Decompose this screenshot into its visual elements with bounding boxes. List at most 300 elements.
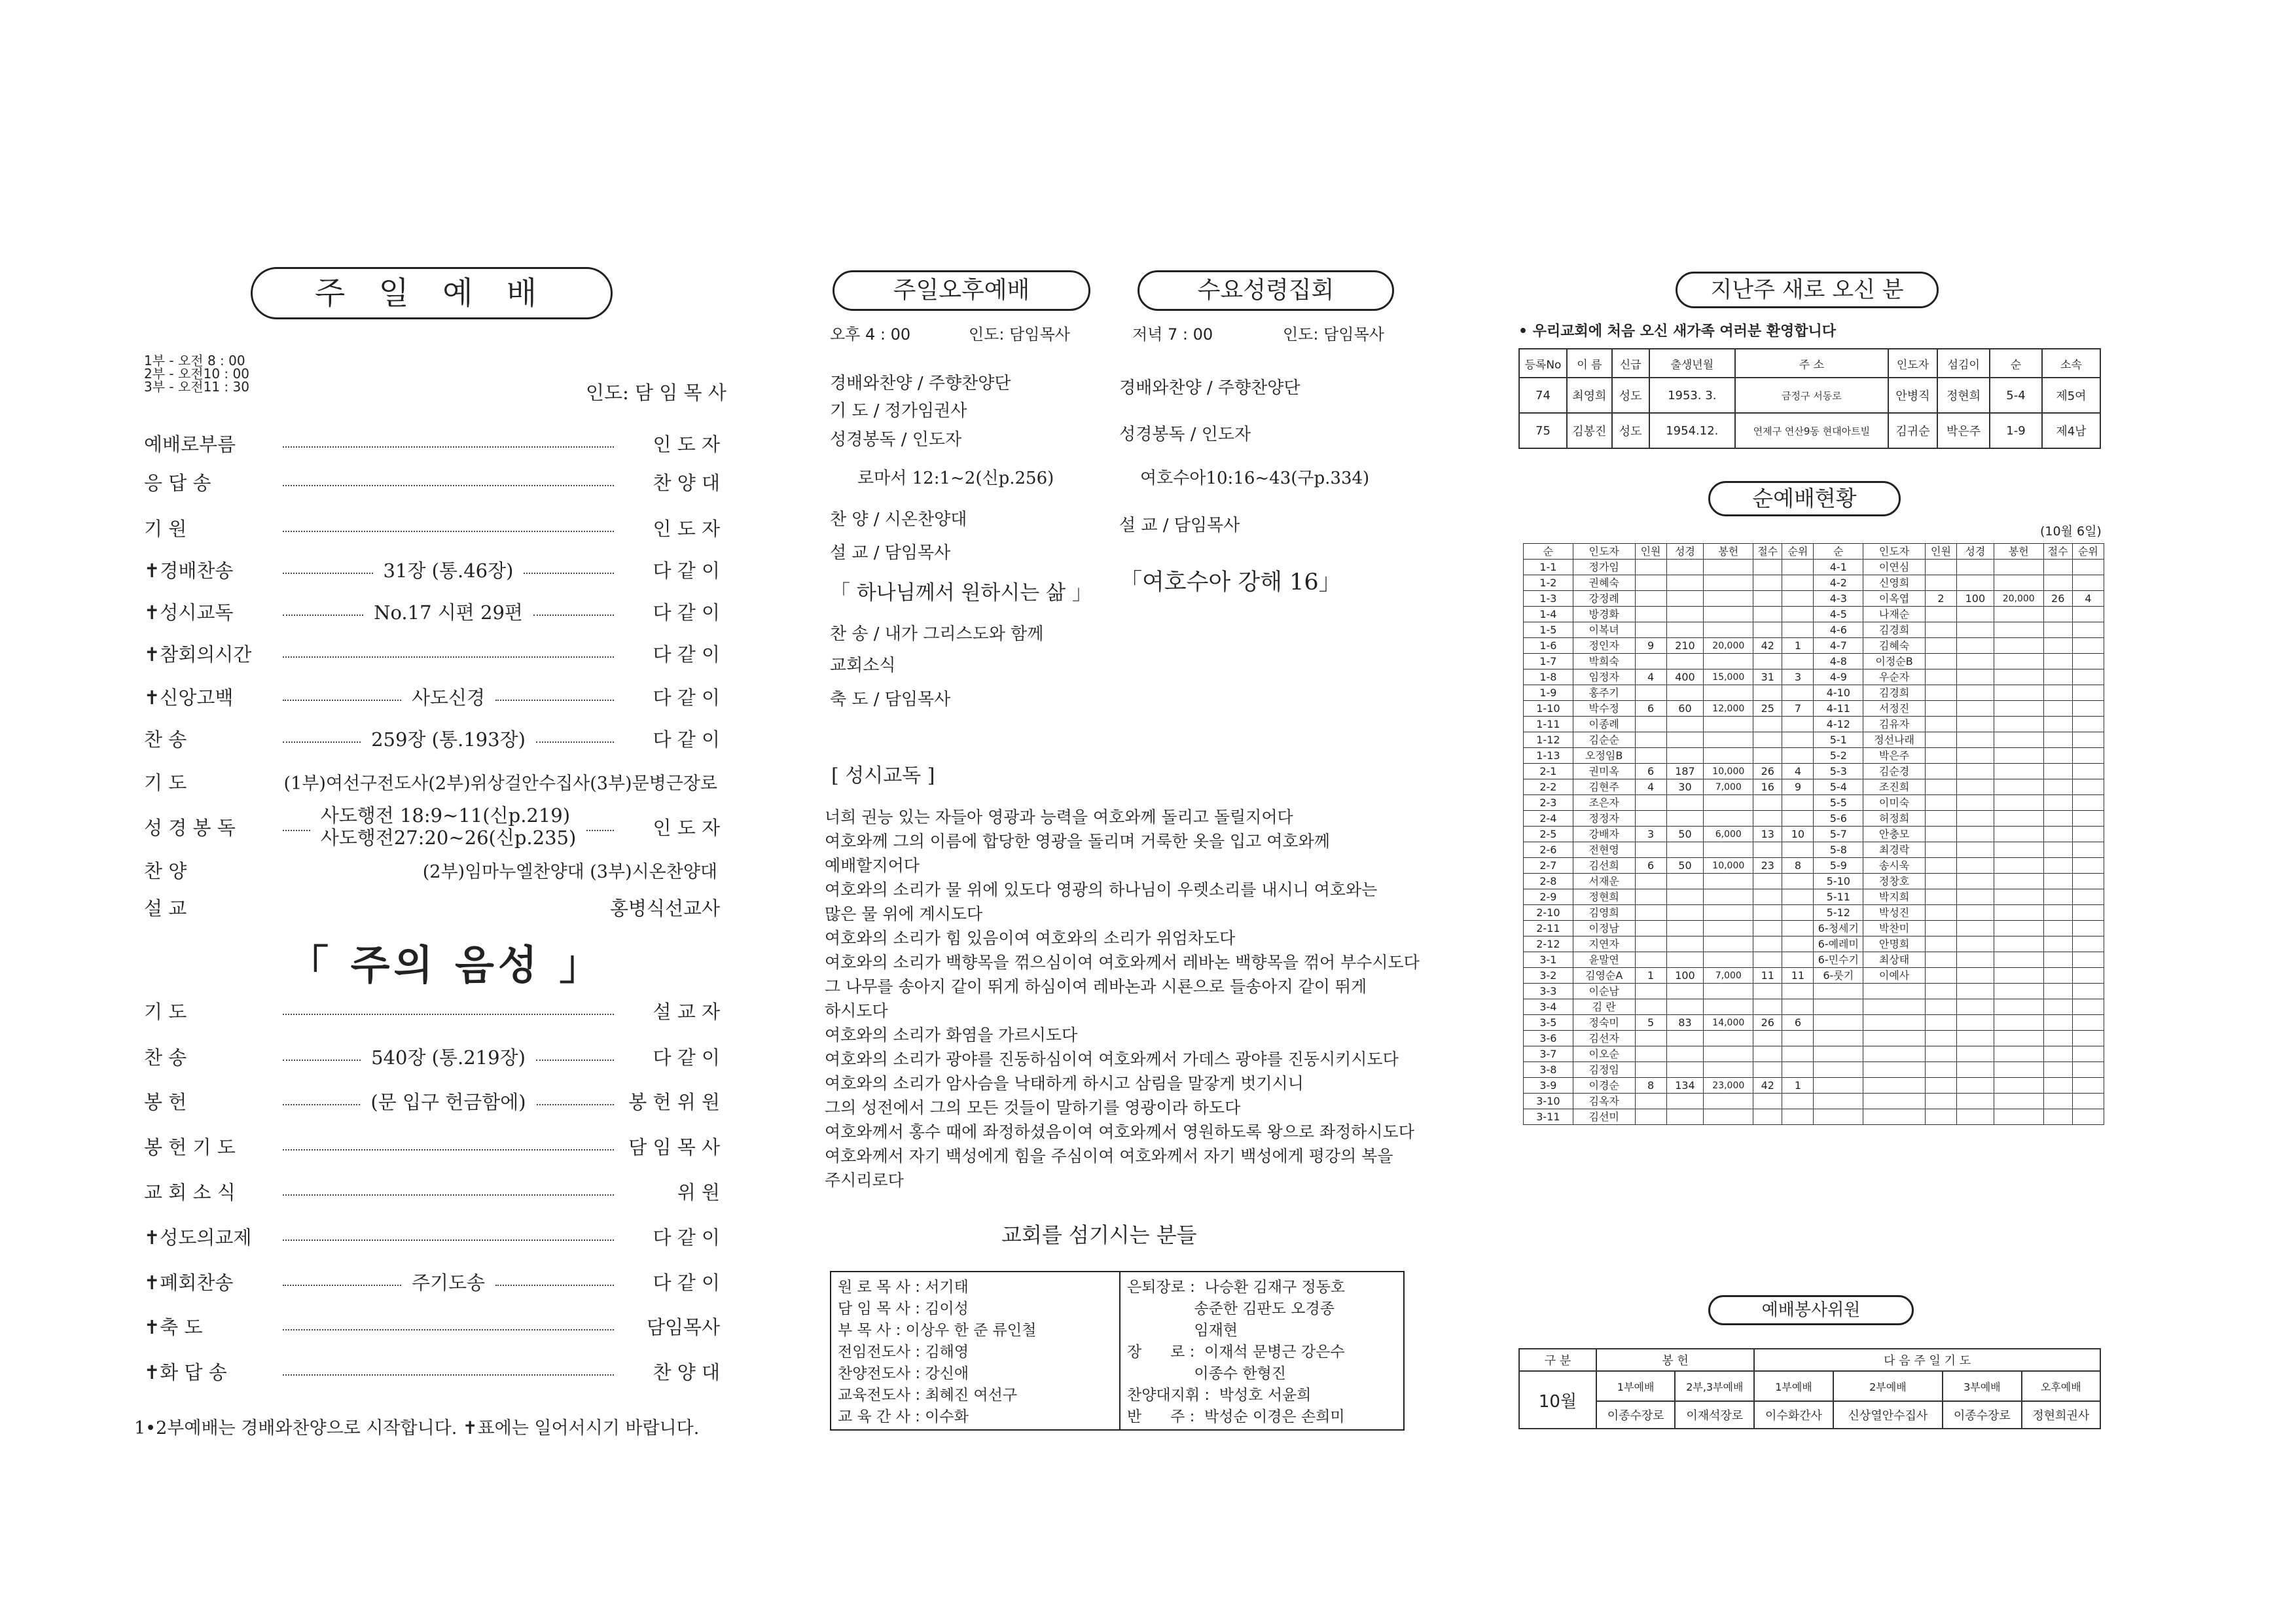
order-row: [144, 722, 720, 754]
attendance-cell: [1863, 1031, 1926, 1046]
attendance-cell: [1956, 701, 1994, 717]
attendance-cell: [1994, 1078, 2043, 1094]
attendance-cell: 20,000: [1704, 638, 1753, 654]
attendance-cell: [1925, 842, 1956, 858]
attendance-cell: 1: [1782, 638, 1814, 654]
attendance-cell: 최경락: [1863, 842, 1926, 858]
attendance-cell: [1704, 1109, 1753, 1125]
leader-dots: [536, 1060, 614, 1061]
attendance-cell: [1753, 936, 1782, 952]
attendance-cell: 6-청세기: [1814, 921, 1863, 936]
attendance-cell: [1704, 591, 1753, 607]
attendance-cell: 2-7: [1524, 858, 1573, 874]
attendance-cell: 11: [1753, 968, 1782, 984]
reading-line: 여호와께 그의 이름에 합당한 영광을 돌리며 거룩한 옷을 입고 여호와께: [825, 832, 1330, 851]
attendance-row: [1524, 622, 2104, 638]
visitor-cell: 정현희: [1937, 378, 1990, 413]
attendance-cell: 10,000: [1704, 764, 1753, 779]
attendance-cell: [2072, 607, 2104, 622]
reading-line: 주시리로다: [825, 1171, 904, 1190]
attendance-cell: 15,000: [1704, 669, 1753, 685]
leader-dots: [533, 615, 614, 616]
attendance-cell: [1863, 1109, 1926, 1125]
attendance-cell: 14,000: [1704, 1015, 1753, 1031]
attendance-cell: 이순남: [1573, 984, 1635, 999]
attendance-cell: [1956, 732, 1994, 748]
attendance-cell: 1-10: [1524, 701, 1573, 717]
attendance-cell: 6-예레미: [1814, 936, 1863, 952]
servant-line: 반 주 : 박성순 이경은 손희미: [1127, 1408, 1345, 1425]
attendance-cell: 13: [1753, 827, 1782, 842]
attendance-cell: 5-6: [1814, 811, 1863, 827]
attendance-cell: [1994, 842, 2043, 858]
attendance-cell: [2072, 560, 2104, 575]
attendance-cell: 정정자: [1573, 811, 1635, 827]
afternoon-item: 찬 양 / 시온찬양대: [830, 510, 967, 529]
attendance-cell: [1704, 999, 1753, 1015]
attendance-cell: [1994, 874, 2043, 889]
attendance-cell: [1956, 638, 1994, 654]
attendance-cell: [1956, 858, 1994, 874]
attendance-cell: 조진희: [1863, 779, 1926, 795]
service-header-row: [1519, 1349, 2100, 1371]
reading-line: 하시도다: [825, 1001, 888, 1020]
attendance-cell: [2072, 1094, 2104, 1109]
attendance-cell: [1925, 1078, 1956, 1094]
attendance-cell: [1925, 921, 1956, 936]
attendance-cell: [1753, 654, 1782, 669]
attendance-cell: [2043, 607, 2072, 622]
attendance-cell: [1994, 795, 2043, 811]
attendance-cell: 5-3: [1814, 764, 1863, 779]
reading-line: 그 나무를 송아지 같이 뛰게 하심이여 레바논과 시룐으로 들송아지 같이 뛰게: [825, 977, 1367, 996]
attendance-cell: 12,000: [1704, 701, 1753, 717]
visitor-cell: 김귀순: [1888, 413, 1937, 448]
attendance-cell: 4: [1782, 764, 1814, 779]
leader-dots: [283, 485, 614, 486]
attendance-cell: [2072, 952, 2104, 968]
attendance-cell: [1925, 748, 1956, 764]
order-label: ✝성시교독: [144, 601, 234, 624]
attendance-cell: 10: [1782, 827, 1814, 842]
attendance-cell: [1666, 889, 1704, 905]
attendance-cell: 187: [1666, 764, 1704, 779]
attendance-cell: [1925, 575, 1956, 591]
attendance-cell: [1925, 685, 1956, 701]
attendance-cell: 김순순: [1573, 732, 1635, 748]
attendance-cell: [2043, 654, 2072, 669]
attendance-cell: [1753, 607, 1782, 622]
attendance-cell: 박찬미: [1863, 921, 1926, 936]
attendance-cell: [1666, 1046, 1704, 1062]
servant-line: 전임전도사 : 김해영: [838, 1344, 969, 1361]
attendance-row: [1524, 811, 2104, 827]
leader-dots: [283, 1240, 614, 1241]
attendance-cell: 8: [1782, 858, 1814, 874]
attendance-cell: [1925, 1062, 1956, 1078]
attendance-cell: [1704, 889, 1753, 905]
order-row: [144, 1355, 720, 1387]
morning-leader: 인도: 담 임 목 사: [586, 382, 726, 404]
attendance-cell: [1994, 889, 2043, 905]
attendance-cell: [2072, 1031, 2104, 1046]
reading-line: 여호와의 소리가 물 위에 있도다 영광의 하나님이 우렛소리를 내시니 여호와는: [825, 880, 1378, 899]
attendance-cell: [1956, 1078, 1994, 1094]
attendance-cell: 윤말연: [1573, 952, 1635, 968]
order-person: 다 같 이: [653, 728, 720, 751]
leader-dots: [283, 1014, 614, 1015]
order-row: [144, 427, 720, 459]
attendance-cell: [1863, 1094, 1926, 1109]
visitors-note: • 우리교회에 처음 오신 새가족 여러분 환영합니다: [1518, 323, 1837, 340]
attendance-cell: [2043, 748, 2072, 764]
visitors-header-cell: 신급: [1612, 349, 1649, 378]
order-row: [144, 1310, 720, 1342]
attendance-cell: 김경희: [1863, 685, 1926, 701]
order-detail: (1부)여선구전도사(2부)위상걸안수집사(3부)문병근장로: [283, 773, 717, 794]
attendance-cell: [1814, 999, 1863, 1015]
attendance-cell: [1635, 905, 1666, 921]
attendance-cell: 9: [1782, 779, 1814, 795]
attendance-cell: [1666, 1062, 1704, 1078]
attendance-cell: 83: [1666, 1015, 1704, 1031]
service-value: 정현희권사: [2022, 1401, 2100, 1429]
leader-dots: [283, 1329, 614, 1330]
attendance-cell: [1956, 1109, 1994, 1125]
wednesday-title: 수요성령집회: [1138, 270, 1394, 311]
wednesday-item: 성경봉독 / 인도자: [1119, 425, 1251, 444]
attendance-cell: [1994, 560, 2043, 575]
attendance-header-cell: 인도자: [1863, 544, 1926, 560]
attendance-cell: [1925, 984, 1956, 999]
attendance-cell: [1635, 795, 1666, 811]
afternoon-item: 찬 송 / 내가 그리스도와 함께: [830, 624, 1044, 644]
leader-dots: [524, 573, 614, 574]
order-row: [144, 854, 720, 885]
order-row: [144, 466, 720, 497]
wednesday-item: 여호수아10:16~43(구p.334): [1140, 469, 1370, 488]
order-person: 다 같 이: [653, 1046, 720, 1069]
attendance-cell: 정창호: [1863, 874, 1926, 889]
order-detail-line: 사도행전 18:9~11(신p.219): [320, 804, 571, 827]
attendance-cell: 1: [1782, 1078, 1814, 1094]
attendance-cell: 권혜숙: [1573, 575, 1635, 591]
attendance-cell: [1666, 1031, 1704, 1046]
attendance-cell: [1956, 669, 1994, 685]
attendance-header-cell: 순: [1814, 544, 1863, 560]
order-person: 인 도 자: [653, 816, 721, 839]
attendance-cell: 2-6: [1524, 842, 1573, 858]
attendance-cell: 서정진: [1863, 701, 1926, 717]
service-prayer-header: 다 음 주 일 기 도: [1754, 1349, 2100, 1371]
leader-dots: [283, 531, 614, 532]
attendance-row: [1524, 748, 2104, 764]
attendance-cell: [2043, 1078, 2072, 1094]
attendance-cell: [1863, 1078, 1926, 1094]
attendance-cell: 50: [1666, 858, 1704, 874]
order-row: [144, 1175, 720, 1207]
attendance-cell: [1956, 984, 1994, 999]
attendance-cell: [1666, 842, 1704, 858]
attendance-cell: [1753, 795, 1782, 811]
attendance-cell: 1-11: [1524, 717, 1573, 732]
attendance-cell: [1994, 811, 2043, 827]
attendance-cell: [1666, 936, 1704, 952]
attendance-cell: [1925, 889, 1956, 905]
order-label: ✝참회의시간: [144, 643, 252, 666]
attendance-cell: [1956, 717, 1994, 732]
attendance-cell: [2043, 638, 2072, 654]
attendance-cell: 5-4: [1814, 779, 1863, 795]
visitors-table: [1518, 348, 2101, 449]
attendance-cell: 4-11: [1814, 701, 1863, 717]
attendance-cell: [2043, 905, 2072, 921]
order-label: ✝축 도: [144, 1315, 203, 1338]
order-row: [144, 681, 720, 712]
attendance-cell: 6-룻기: [1814, 968, 1863, 984]
reading-line: 여호와의 소리가 암사슴을 낙태하게 하시고 삼림을 말갛게 벗기시니: [825, 1074, 1304, 1093]
attendance-cell: 이종례: [1573, 717, 1635, 732]
servant-line: 임재현: [1127, 1322, 1238, 1339]
attendance-cell: [1635, 654, 1666, 669]
attendance-cell: [1635, 999, 1666, 1015]
attendance-cell: [2043, 968, 2072, 984]
servant-line: 부 목 사 : 이상우 한 준 류인철: [838, 1322, 1037, 1339]
attendance-cell: [1994, 1031, 2043, 1046]
attendance-row: [1524, 685, 2104, 701]
attendance-row: [1524, 1109, 2104, 1125]
attendance-cell: [2043, 1015, 2072, 1031]
service-value: 신상열안수집사: [1833, 1401, 1943, 1429]
attendance-cell: 4: [1635, 669, 1666, 685]
attendance-cell: 이정남: [1573, 921, 1635, 936]
attendance-cell: [2043, 889, 2072, 905]
visitor-cell: 김봉진: [1567, 413, 1612, 448]
order-label: 봉 헌: [144, 1090, 187, 1113]
attendance-cell: [1994, 1046, 2043, 1062]
visitor-row: [1519, 378, 2100, 413]
attendance-cell: [1782, 654, 1814, 669]
attendance-cell: [1753, 685, 1782, 701]
attendance-cell: [1635, 732, 1666, 748]
attendance-cell: [1863, 984, 1926, 999]
attendance-cell: [1956, 764, 1994, 779]
attendance-cell: [1925, 669, 1956, 685]
attendance-cell: [1666, 685, 1704, 701]
attendance-cell: 6,000: [1704, 827, 1753, 842]
attendance-row: [1524, 858, 2104, 874]
attendance-cell: 안충모: [1863, 827, 1926, 842]
attendance-cell: 4: [2072, 591, 2104, 607]
attendance-cell: [2072, 701, 2104, 717]
attendance-cell: 3-6: [1524, 1031, 1573, 1046]
attendance-cell: [1782, 795, 1814, 811]
attendance-row: [1524, 827, 2104, 842]
order-person: 찬 양 대: [653, 471, 720, 494]
attendance-cell: 1-8: [1524, 669, 1573, 685]
reading-line: 여호와의 소리가 화염을 가르시도다: [825, 1026, 1078, 1044]
attendance-row: [1524, 795, 2104, 811]
visitors-header-cell: 섬김이: [1937, 349, 1990, 378]
attendance-cell: [2072, 685, 2104, 701]
attendance-cell: [1704, 1046, 1753, 1062]
attendance-cell: [1994, 607, 2043, 622]
attendance-cell: [1782, 1094, 1814, 1109]
reading-line: 여호와의 소리가 백향목을 꺾으심이여 여호와께서 레바논 백향목을 꺾어 부수시도다: [825, 953, 1420, 972]
attendance-cell: 1-9: [1524, 685, 1573, 701]
attendance-cell: [1753, 889, 1782, 905]
attendance-cell: 2-8: [1524, 874, 1573, 889]
wednesday-item: 경배와찬양 / 주향찬양단: [1119, 378, 1300, 398]
attendance-cell: 방경화: [1573, 607, 1635, 622]
attendance-cell: 25: [1753, 701, 1782, 717]
attendance-cell: 20,000: [1994, 591, 2043, 607]
attendance-row: [1524, 575, 2104, 591]
attendance-cell: 23,000: [1704, 1078, 1753, 1094]
attendance-cell: [1666, 811, 1704, 827]
attendance-cell: [1994, 905, 2043, 921]
service-times: [144, 354, 249, 393]
attendance-cell: [1782, 952, 1814, 968]
order-row: [144, 1266, 720, 1297]
attendance-cell: [1753, 984, 1782, 999]
visitors-title: 지난주 새로 오신 분: [1676, 272, 1939, 308]
order-person: 다 같 이: [653, 559, 721, 582]
order-row: [144, 1130, 720, 1162]
attendance-cell: 60: [1666, 701, 1704, 717]
visitor-cell: 연제구 연산9동 현대아트빌: [1735, 413, 1888, 448]
attendance-cell: 이정순B: [1863, 654, 1926, 669]
attendance-cell: [1782, 560, 1814, 575]
attendance-cell: [1925, 717, 1956, 732]
attendance-cell: 김옥자: [1573, 1094, 1635, 1109]
attendance-cell: 4-7: [1814, 638, 1863, 654]
order-label: ✝신앙고백: [144, 686, 234, 709]
attendance-cell: [1814, 984, 1863, 999]
wednesday-item: 설 교 / 담임목사: [1119, 516, 1240, 535]
attendance-cell: [1994, 984, 2043, 999]
attendance-cell: [2072, 779, 2104, 795]
attendance-cell: 김혜숙: [1863, 638, 1926, 654]
attendance-cell: 4-10: [1814, 685, 1863, 701]
attendance-cell: [1956, 607, 1994, 622]
attendance-cell: [1635, 921, 1666, 936]
afternoon-leader: 인도: 담임목사: [969, 325, 1070, 344]
attendance-cell: [1635, 575, 1666, 591]
attendance-cell: [1994, 685, 2043, 701]
attendance-cell: [1925, 701, 1956, 717]
attendance-cell: 6-민수기: [1814, 952, 1863, 968]
visitors-header-row: [1519, 349, 2100, 378]
attendance-cell: [1635, 1062, 1666, 1078]
attendance-cell: 강배자: [1573, 827, 1635, 842]
attendance-cell: 10,000: [1704, 858, 1753, 874]
attendance-cell: [1753, 874, 1782, 889]
attendance-cell: [1782, 1062, 1814, 1078]
reading-line: 여호와께서 자기 백성에게 힘을 주심이여 여호와께서 자기 백성에게 평강의 복을: [825, 1147, 1393, 1166]
attendance-cell: 5-11: [1814, 889, 1863, 905]
attendance-cell: [1814, 1015, 1863, 1031]
attendance-cell: [2072, 575, 2104, 591]
reading-line: 그의 성전에서 그의 모든 것들이 말하기를 영광이라 하도다: [825, 1098, 1241, 1117]
leader-dots: [283, 573, 373, 574]
visitors-header-cell: 등록No: [1519, 349, 1567, 378]
leader-dots: [283, 700, 401, 701]
attendance-row: [1524, 638, 2104, 654]
attendance-cell: 6: [1635, 858, 1666, 874]
attendance-cell: [1753, 1062, 1782, 1078]
attendance-cell: [1956, 779, 1994, 795]
afternoon-title: 주일오후예배: [833, 270, 1090, 311]
afternoon-time: 오후 4 : 00: [830, 325, 911, 344]
attendance-cell: [1666, 905, 1704, 921]
attendance-cell: 5-10: [1814, 874, 1863, 889]
attendance-cell: [1666, 984, 1704, 999]
attendance-cell: 42: [1753, 1078, 1782, 1094]
attendance-cell: 2-5: [1524, 827, 1573, 842]
attendance-cell: 5-5: [1814, 795, 1863, 811]
attendance-cell: [1666, 748, 1704, 764]
attendance-cell: [1753, 748, 1782, 764]
attendance-cell: 26: [1753, 1015, 1782, 1031]
attendance-cell: [2072, 622, 2104, 638]
order-person: 인 도 자: [653, 517, 720, 540]
attendance-cell: 우순자: [1863, 669, 1926, 685]
attendance-cell: [1704, 685, 1753, 701]
attendance-cell: [1925, 732, 1956, 748]
attendance-cell: 안명희: [1863, 936, 1926, 952]
attendance-cell: [1994, 732, 2043, 748]
attendance-cell: 3-11: [1524, 1109, 1573, 1125]
attendance-cell: 신영희: [1863, 575, 1926, 591]
attendance-header-cell: 성경: [1666, 544, 1704, 560]
attendance-cell: [1753, 905, 1782, 921]
attendance-cell: 김순경: [1863, 764, 1926, 779]
attendance-cell: [1956, 622, 1994, 638]
attendance-cell: [1704, 1031, 1753, 1046]
service-value: 이종수장로: [1943, 1401, 2021, 1429]
attendance-cell: [1782, 874, 1814, 889]
order-person: 위 원: [677, 1181, 720, 1204]
attendance-header-cell: 인도자: [1573, 544, 1635, 560]
attendance-row: [1524, 779, 2104, 795]
attendance-cell: [1753, 591, 1782, 607]
attendance-cell: [1994, 999, 2043, 1015]
visitor-cell: 1-9: [1990, 413, 2042, 448]
attendance-cell: 김영희: [1573, 905, 1635, 921]
attendance-cell: [2072, 811, 2104, 827]
sermon-title: 「 주의 음성 」: [288, 941, 604, 989]
attendance-cell: 6: [1782, 1015, 1814, 1031]
attendance-cell: [1925, 905, 1956, 921]
attendance-cell: 134: [1666, 1078, 1704, 1094]
attendance-cell: 1-5: [1524, 622, 1573, 638]
attendance-cell: [1666, 999, 1704, 1015]
attendance-cell: [1782, 889, 1814, 905]
attendance-cell: [1994, 1062, 2043, 1078]
visitor-cell: 금정구 서동로: [1735, 378, 1888, 413]
attendance-cell: [1994, 921, 2043, 936]
attendance-row: [1524, 1078, 2104, 1094]
service-sub-row: [1519, 1371, 2100, 1401]
attendance-cell: 4-6: [1814, 622, 1863, 638]
attendance-cell: [1666, 795, 1704, 811]
leader-dots: [495, 1285, 614, 1286]
servant-line: 찬양대지휘 : 박성호 서윤희: [1127, 1387, 1312, 1404]
attendance-cell: 임정자: [1573, 669, 1635, 685]
attendance-cell: [1704, 874, 1753, 889]
order-person: 설 교 자: [653, 1000, 720, 1023]
